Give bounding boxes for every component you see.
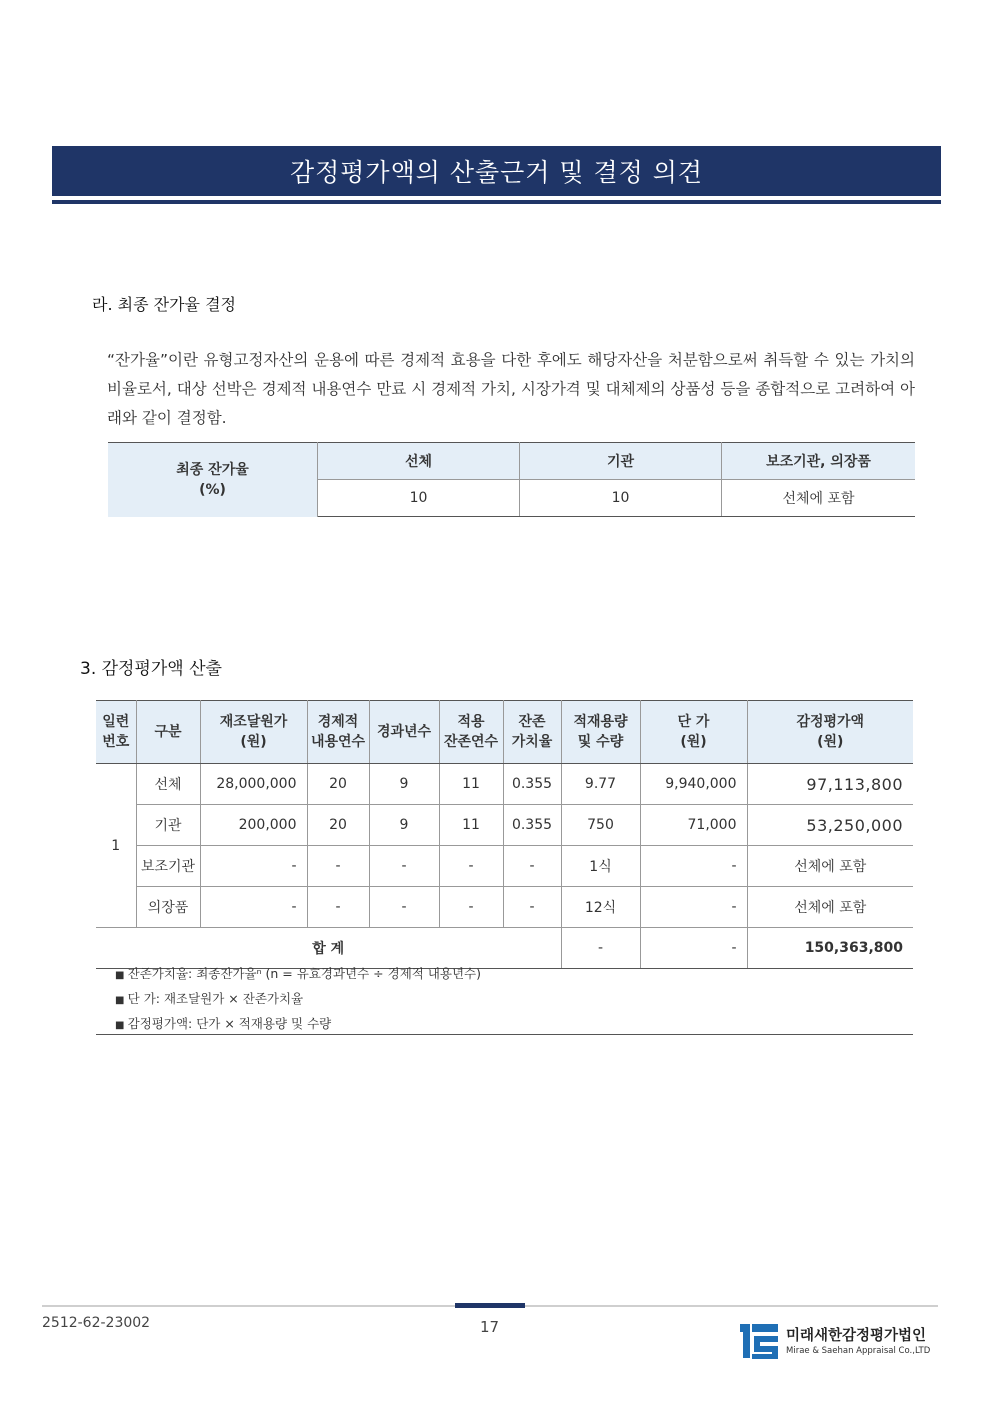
header-category: 구분	[136, 701, 200, 764]
note-appraisal-value: ■ 감정평가액: 단가 × 적재용량 및 수량	[115, 1012, 481, 1037]
notes-divider	[96, 1034, 913, 1035]
cell-category: 의장품	[136, 887, 200, 928]
cell-unit-price: -	[640, 846, 747, 887]
cell-economic-life: -	[307, 846, 369, 887]
cell-capacity: 9.77	[561, 764, 640, 805]
residual-rate-row-header: 최종 잔가율 (%)	[108, 443, 318, 517]
value-aux: 선체에 포함	[722, 480, 916, 517]
col-header-aux: 보조기관, 의장품	[722, 443, 916, 480]
total-label: 합 계	[96, 928, 561, 969]
serial-number: 1	[96, 764, 136, 928]
cell-residual-ratio: 0.355	[503, 764, 561, 805]
cell-economic-life: -	[307, 887, 369, 928]
cell-capacity: 12식	[561, 887, 640, 928]
cell-elapsed-years: -	[369, 887, 439, 928]
section-title-residual-rate: 라. 최종 잔가율 결정	[92, 295, 236, 314]
header-serial: 일련 번호	[96, 701, 136, 764]
residual-rate-paragraph: “잔가율”이란 유형고정자산의 운용에 따른 경제적 효용을 다한 후에도 해당자산을 처분함으로써 취득할 수 있는 가치의 비율로서, 대상 선박은 경제적 내용연수 만료 시 경제적 가치, 시장가격 및 대체제의 상품성 등을 종합적으로 고려하여 아래와 같이 결정함.	[107, 351, 915, 427]
cell-unit-price: 9,940,000	[640, 764, 747, 805]
header-capacity: 적재용량 및 수량	[561, 701, 640, 764]
cell-replacement-cost: 200,000	[200, 805, 307, 846]
header-replacement-cost: 재조달원가 (원)	[200, 701, 307, 764]
company-name-en: Mirae & Saehan Appraisal Co.,LTD	[786, 1346, 931, 1356]
cell-appraisal-value: 97,113,800	[747, 764, 913, 805]
col-header-hull: 선체	[318, 443, 520, 480]
note-unit-price: ■ 단 가: 재조달원가 × 잔존가치율	[115, 987, 481, 1012]
total-unit: -	[640, 928, 747, 969]
cell-appraisal-value: 선체에 포함	[747, 846, 913, 887]
header-appraisal-value: 감정평가액 (원)	[747, 701, 913, 764]
table-notes	[115, 962, 481, 1037]
cell-residual-ratio: -	[503, 887, 561, 928]
company-logo-icon	[740, 1322, 780, 1362]
total-qty: -	[561, 928, 640, 969]
cell-remaining-years: -	[439, 846, 503, 887]
cell-replacement-cost: 28,000,000	[200, 764, 307, 805]
table-row	[96, 764, 913, 805]
cell-elapsed-years: 9	[369, 805, 439, 846]
cell-remaining-years: 11	[439, 764, 503, 805]
document-number: 2512-62-23002	[42, 1315, 151, 1331]
residual-rate-table	[108, 442, 915, 517]
header-remaining-years: 적용 잔존연수	[439, 701, 503, 764]
company-name: 미래새한감정평가법인	[786, 1328, 927, 1344]
cell-capacity: 750	[561, 805, 640, 846]
cell-elapsed-years: -	[369, 846, 439, 887]
header-elapsed-years: 경과년수	[369, 701, 439, 764]
page-header	[52, 146, 941, 196]
cell-replacement-cost: -	[200, 887, 307, 928]
header-unit-price: 단 가 (원)	[640, 701, 747, 764]
cell-unit-price: -	[640, 887, 747, 928]
col-header-engine: 기관	[520, 443, 722, 480]
total-amount: 150,363,800	[747, 928, 913, 969]
company-logo	[740, 1320, 940, 1364]
cell-category: 기관	[136, 805, 200, 846]
section-title-appraisal: 3. 감정평가액 산출	[80, 659, 222, 679]
cell-elapsed-years: 9	[369, 764, 439, 805]
header-residual-ratio: 잔존 가치율	[503, 701, 561, 764]
page-title: 감정평가액의 산출근거 및 결정 의견	[289, 158, 704, 187]
cell-category: 보조기관	[136, 846, 200, 887]
header-underline	[52, 200, 941, 204]
table-row	[96, 805, 913, 846]
footer-accent-bar	[455, 1303, 525, 1308]
cell-remaining-years: 11	[439, 805, 503, 846]
table-row	[96, 846, 913, 887]
cell-category: 선체	[136, 764, 200, 805]
cell-remaining-years: -	[439, 887, 503, 928]
cell-capacity: 1식	[561, 846, 640, 887]
cell-residual-ratio: 0.355	[503, 805, 561, 846]
cell-replacement-cost: -	[200, 846, 307, 887]
value-hull: 10	[318, 480, 520, 517]
value-engine: 10	[520, 480, 722, 517]
note-residual-ratio: ■ 잔존가치율: 최종잔가율ⁿ (n = 유효경과년수 ÷ 경제적 내용년수)	[115, 962, 481, 987]
cell-appraisal-value: 선체에 포함	[747, 887, 913, 928]
table-row	[96, 887, 913, 928]
cell-economic-life: 20	[307, 805, 369, 846]
page-number: 17	[480, 1318, 500, 1336]
appraisal-table	[96, 700, 913, 969]
cell-unit-price: 71,000	[640, 805, 747, 846]
cell-economic-life: 20	[307, 764, 369, 805]
cell-appraisal-value: 53,250,000	[747, 805, 913, 846]
cell-residual-ratio: -	[503, 846, 561, 887]
header-economic-life: 경제적 내용연수	[307, 701, 369, 764]
